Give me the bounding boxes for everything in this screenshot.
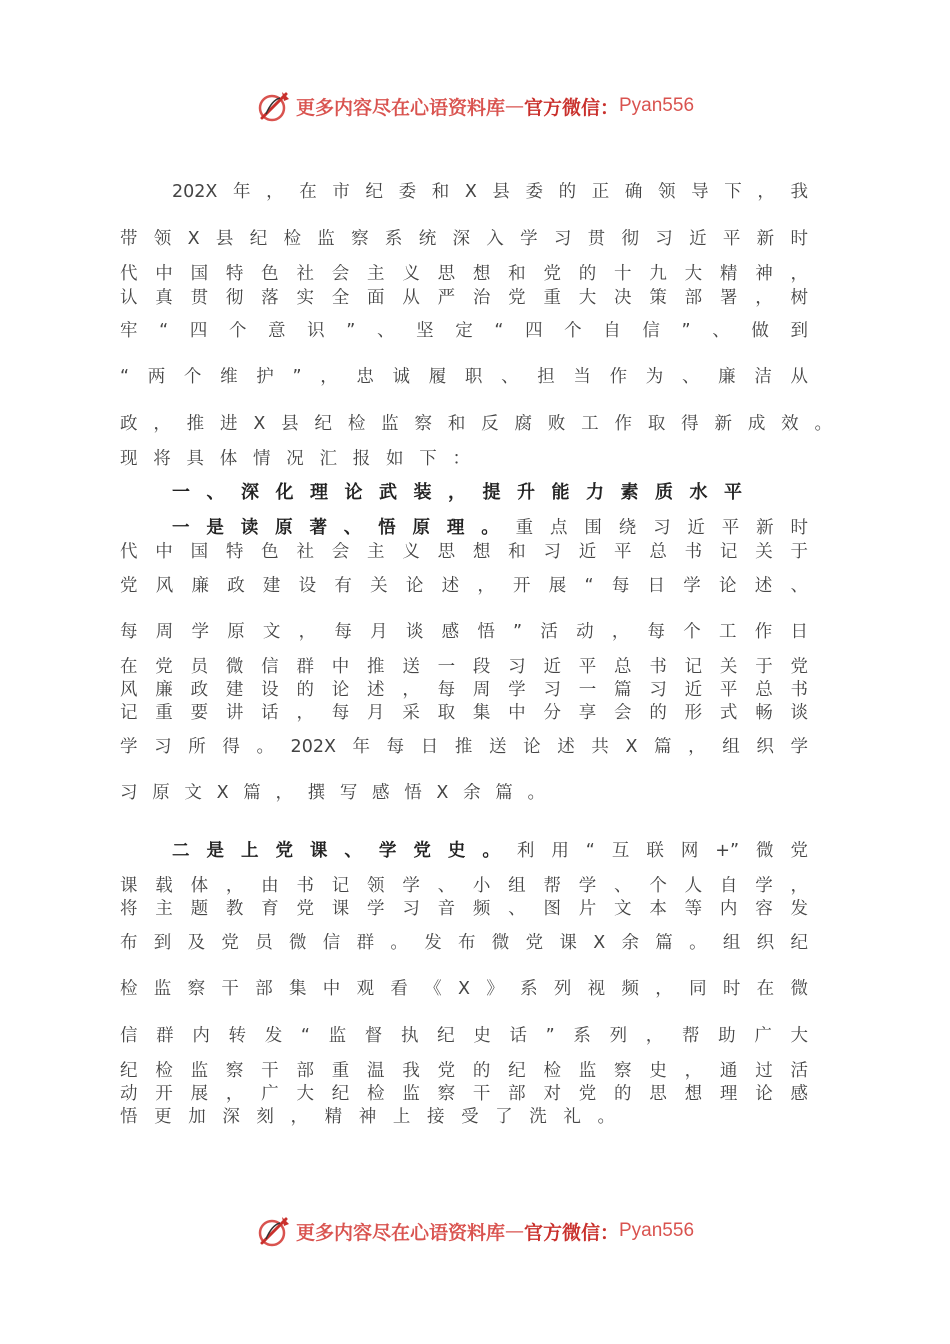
- para1-line-7: 政，推进X县纪检监察和反腐败工作取得新成效。: [120, 414, 832, 434]
- wechat-account: Pyan556: [619, 95, 695, 116]
- p2-first-rest: 利用“互联网+”微党: [516, 841, 809, 861]
- para1-line-3: 代中国特色社会主义思想和党的十九大精神，: [120, 264, 808, 284]
- pen-logo-icon: [256, 88, 292, 124]
- para1-line-5: 牢“四个意识”、坚定“四个自信”、做到: [120, 321, 808, 341]
- p1-line-5: 在党员微信群中推送一段习近平总书记关于党: [120, 657, 808, 677]
- p2-line-6: 信群内转发“监督执纪史话”系列，帮助广大: [120, 1026, 808, 1046]
- brand-text: 更多内容尽在心语资料库: [295, 1221, 505, 1244]
- brand-dash: —: [504, 95, 524, 117]
- p1-line-2: 代中国特色社会主义思想和习近平总书记关于: [120, 542, 808, 562]
- header-banner: [0, 86, 950, 126]
- wechat-label: 官方微信：: [523, 96, 619, 119]
- p2-line-5: 检监察干部集中观看《X》系列视频，同时在微: [120, 979, 808, 999]
- section-heading: 一、深化理论武装，提升能力素质水平: [172, 482, 742, 503]
- p1-first-rest: 重点围绕习近平新时: [515, 518, 809, 538]
- p2-line-2: 课载体，由书记领学、小组帮学、个人自学，: [120, 876, 808, 896]
- p1-line-6: 风廉政建设的论述，每周学习一篇习近平总书: [120, 680, 808, 700]
- para1-line-8: 现将具体情况汇报如下：: [120, 449, 470, 469]
- p2-line-1: [172, 840, 808, 862]
- wechat-label: 官方微信：: [523, 1221, 619, 1244]
- p1-line-7: 记重要讲话，每月采取集中分享会的形式畅谈: [120, 703, 808, 723]
- p2-line-7: 纪检监察干部重温我党的纪检监察史，通过活: [120, 1061, 808, 1081]
- p2-line-3: 将主题教育党课学习音频、图片文本等内容发: [120, 899, 808, 919]
- p2-line-4: 布到及党员微信群。发布微党课X余篇。组织纪: [120, 933, 808, 953]
- wechat-account: Pyan556: [619, 1220, 695, 1241]
- pen-logo-icon: [256, 1213, 292, 1249]
- p2-line-9: 悟更加深刻，精神上接受了洗礼。: [120, 1107, 615, 1127]
- p1-line-9: 习原文X篇，撰写感悟X余篇。: [120, 783, 545, 803]
- p2-line-8: 动开展，广大纪检监察干部对党的思想理论感: [120, 1084, 808, 1104]
- p1-line-3: 党风廉政建设有关论述，开展“每日学论述、: [120, 576, 808, 596]
- brand-dash: —: [504, 1220, 524, 1242]
- para1-line-2: 带领X县纪检监察系统深入学习贯彻习近平新时: [120, 229, 808, 249]
- p2-lead: 二是上党课、学党史。: [172, 841, 517, 861]
- p1-line-4: 每周学原文，每月谈感悟”活动，每个工作日: [120, 622, 808, 642]
- footer-banner: [0, 1211, 950, 1251]
- p1-line-1: [172, 517, 808, 539]
- brand-text: 更多内容尽在心语资料库: [295, 96, 505, 119]
- para1-line-4: 认真贯彻落实全面从严治党重大决策部署，树: [120, 288, 808, 308]
- para1-line-1: 202X年，在市纪委和X县委的正确领导下，我: [172, 182, 808, 202]
- p1-line-8: 学习所得。202X年每日推送论述共X篇，组织学: [120, 737, 808, 757]
- para1-line-6: “两个维护”，忠诚履职、担当作为、廉洁从: [120, 367, 808, 387]
- p1-lead: 一是读原著、悟原理。: [172, 518, 516, 538]
